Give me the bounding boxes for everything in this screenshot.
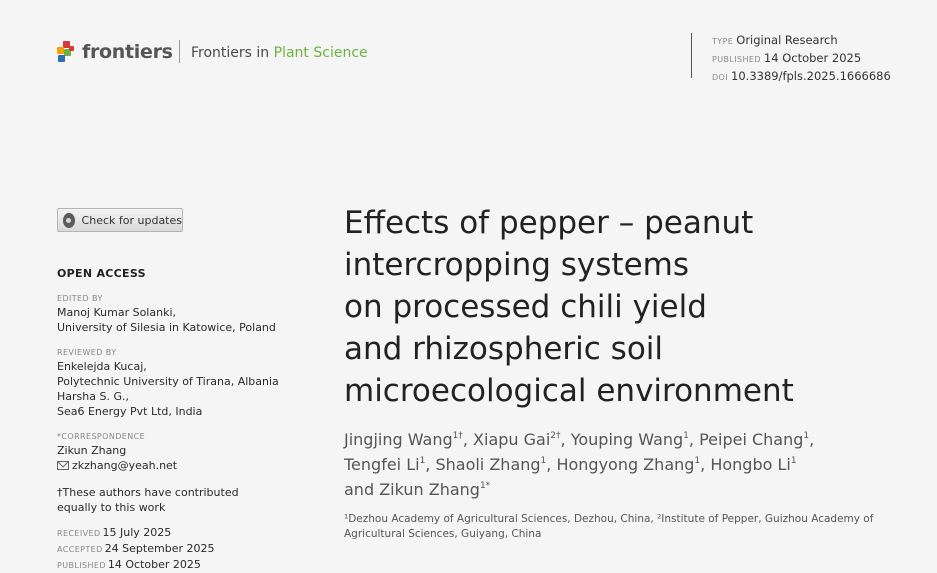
envelope-icon <box>57 461 69 470</box>
correspondence-heading: *CORRESPONDENCE <box>57 432 146 441</box>
author-affil-mark: 1 <box>694 456 701 466</box>
article-title <box>344 202 904 412</box>
title-line: on processed chili yield <box>344 289 707 325</box>
type-key: TYPE <box>712 37 734 46</box>
published-value: 14 October 2025 <box>763 51 862 65</box>
author-affil-mark: 1 <box>540 456 547 466</box>
author-affil-mark: 2† <box>550 431 561 441</box>
title-line: Effects of pepper – peanut <box>344 205 754 241</box>
author-name[interactable]: Peipei Chang <box>699 430 804 449</box>
open-access-label: OPEN ACCESS <box>57 267 146 280</box>
journal-section: Plant Science <box>273 45 368 61</box>
affiliations: ¹Dezhou Academy of Agricultural Sciences, Dezhou, China, ²Institute of Pepper, Guizhou Academy of Agricultural Sciences, Guiyang, China <box>344 513 874 540</box>
author-separator: , <box>425 455 436 474</box>
reviewer-1-name[interactable]: Enkelejda Kucaj, <box>57 360 147 373</box>
frontiers-logo-icon <box>57 41 77 63</box>
author-separator: , <box>560 430 571 449</box>
author-name[interactable]: Youping Wang <box>570 430 684 449</box>
title-line: microecological environment <box>344 373 794 409</box>
author-name[interactable]: Shaoli Zhang <box>435 455 541 474</box>
author-separator: , <box>700 455 711 474</box>
edited-by-heading: EDITED BY <box>57 294 103 303</box>
accepted-value: 24 September 2025 <box>104 542 215 555</box>
author-affil-mark: 1 <box>683 431 689 441</box>
email-link[interactable]: zkzhang@yeah.net <box>72 459 178 472</box>
meta-divider <box>691 33 692 78</box>
published-date-value: 14 October 2025 <box>107 558 201 571</box>
correspondence-block <box>57 430 177 473</box>
header-divider <box>179 40 180 63</box>
editor-affiliation: University of Silesia in Katowice, Poland <box>57 321 276 334</box>
author-name[interactable]: Jingjing Wang <box>344 430 453 449</box>
author-name[interactable]: Hongyong Zhang <box>556 455 695 474</box>
edited-by-block <box>57 292 276 335</box>
author-name[interactable]: Tengfei Li <box>344 455 420 474</box>
journal-name[interactable] <box>191 45 368 61</box>
note-line-2: equally to this work <box>57 501 166 514</box>
author-name[interactable]: Xiapu Gai <box>473 430 551 449</box>
author-name[interactable]: and Zikun Zhang <box>344 480 480 499</box>
reviewer-1-affiliation: Polytechnic University of Tirana, Albania <box>57 375 279 388</box>
note-line-1: †These authors have contributed <box>57 486 239 499</box>
correspondent-name: Zikun Zhang <box>57 444 127 457</box>
published-date-key: PUBLISHED <box>57 561 106 570</box>
reviewed-by-block <box>57 346 279 419</box>
author-affil-mark: 1 <box>790 456 797 466</box>
check-updates-icon <box>63 213 75 228</box>
received-value: 15 July 2025 <box>102 526 172 539</box>
dates-block <box>57 525 214 573</box>
check-for-updates-button[interactable] <box>57 208 183 232</box>
author-affil-mark: 1* <box>479 481 491 491</box>
author-affil-mark: 1 <box>419 456 426 466</box>
reviewed-by-heading: REVIEWED BY <box>57 348 117 357</box>
type-value: Original Research <box>736 33 838 47</box>
check-updates-label: Check for updates <box>81 213 182 227</box>
title-line: and rhizospheric soil <box>344 331 664 367</box>
author-separator: , <box>688 430 700 449</box>
equal-contribution-note <box>57 485 239 515</box>
frontiers-logo[interactable] <box>57 40 173 64</box>
article-meta <box>712 32 891 86</box>
reviewer-2-affiliation: Sea6 Energy Pvt Ltd, India <box>57 405 203 418</box>
author-separator: , <box>546 455 557 474</box>
editor-name[interactable]: Manoj Kumar Solanki, <box>57 306 177 319</box>
doi-link[interactable]: 10.3389/fpls.2025.1666686 <box>731 69 891 83</box>
author-affil-mark: 1 <box>803 431 810 441</box>
logo-wordmark: frontiers <box>82 41 173 63</box>
author-separator: , <box>462 430 474 449</box>
author-affil-mark: 1† <box>452 431 463 441</box>
author-list <box>344 427 814 502</box>
published-key: PUBLISHED <box>712 55 761 64</box>
doi-key: DOI <box>712 73 729 82</box>
author-name[interactable]: Hongbo Li <box>710 455 791 474</box>
title-line: intercropping systems <box>344 247 689 283</box>
received-key: RECEIVED <box>57 529 101 538</box>
reviewer-2-name[interactable]: Harsha S. G., <box>57 390 129 403</box>
author-separator: , <box>809 430 815 449</box>
accepted-key: ACCEPTED <box>57 545 103 554</box>
journal-prefix: Frontiers in <box>191 45 274 61</box>
